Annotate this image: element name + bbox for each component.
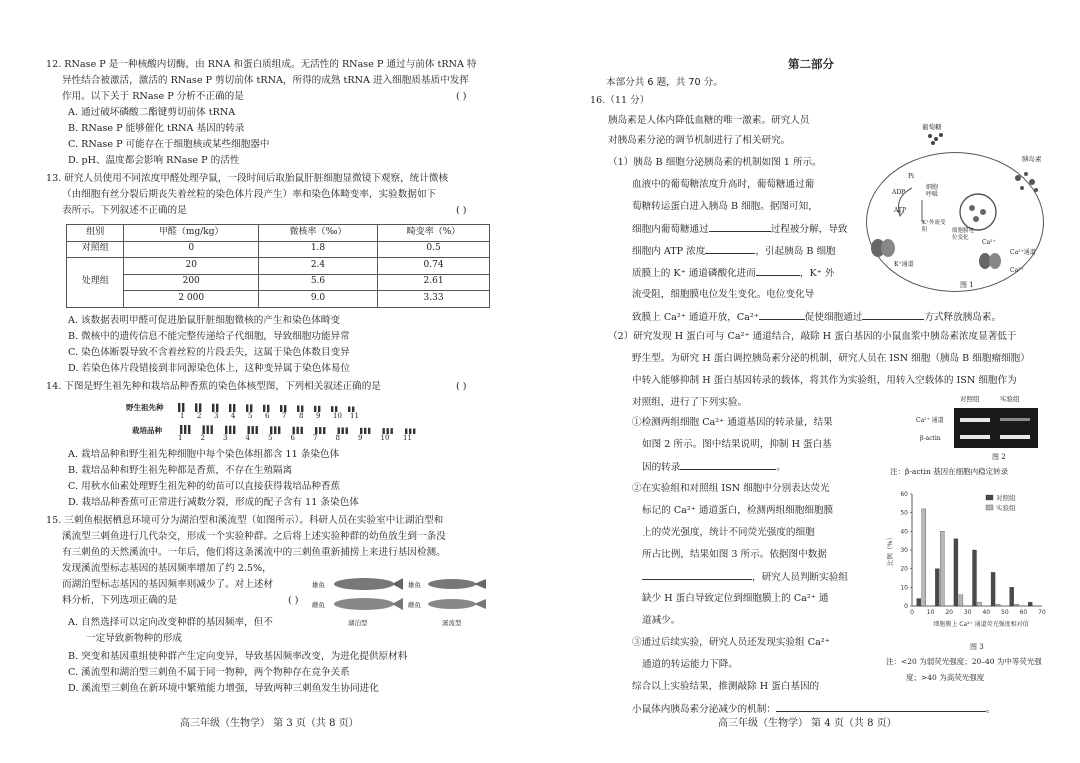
table-header-row — [67, 225, 490, 242]
text-segment: 。 — [985, 704, 996, 715]
karyo-num: 11 — [403, 434, 412, 442]
x-tick-label: 40 — [982, 609, 991, 616]
q16-intro-1: 胰岛素是人体内降低血糖的唯一激素。研究人员 — [608, 115, 810, 126]
table-cell: 2.4 — [258, 258, 377, 275]
figure-2-note: 注：β-actin 基因在细胞内稳定转录 — [890, 467, 1009, 476]
bar-control — [954, 539, 958, 606]
karyo-num: 6 — [290, 434, 295, 442]
y-tick-label: 40 — [900, 528, 908, 536]
legend-label: 对照组 — [996, 494, 1016, 502]
right-page — [540, 0, 1080, 763]
q16-intro-2: 对胰岛素分泌的调节机制进行了相关研究。 — [608, 135, 791, 146]
table-header: 微核率（‰） — [258, 225, 377, 242]
table-cell: 20 — [124, 258, 258, 275]
text-segment: ，研究人员判断实验组 — [752, 572, 848, 583]
table-row — [67, 258, 490, 275]
step2-line-1: ②在实验组和对照组 ISN 细胞中分别表达荧光 — [632, 483, 830, 494]
step2-line-7: 道减少。 — [642, 615, 681, 626]
bar-control — [935, 569, 939, 606]
figure-2-caption: 图 2 — [992, 453, 1006, 461]
k-channel-label: K⁺通道 — [894, 261, 914, 268]
q12-option-a: A. 通过破坏磷酸二酯键剪切前体 tRNA — [68, 107, 236, 118]
karyo-num: 11 — [350, 412, 359, 420]
lake-female-fish — [330, 596, 404, 612]
q15-line-5: 而湖泊型标志基因的基因频率则减少了。对上述材 — [62, 579, 274, 590]
table-row — [67, 241, 490, 258]
legend-swatch — [986, 505, 993, 510]
table-cell-group: 处理组 — [67, 258, 124, 308]
q13-option-d: D. 若染色体片段错接到非同源染色体上，这种变异属于染色体易位 — [68, 363, 351, 374]
stream-type-label: 溪流型 — [442, 619, 462, 627]
text-segment: ，引起胰岛 B 细胞 — [755, 246, 836, 257]
x-tick-label: 50 — [1001, 609, 1009, 616]
q15-line-3: 有三刺鱼的天然溪流中。一年后，他们将这条溪流中的三刺鱼重新捕捞上来进行基因检测。 — [62, 547, 446, 558]
q16-p2-line-4: 对照组，进行了下列实验。 — [632, 397, 748, 408]
text-segment: 因的转录 — [642, 462, 681, 473]
q13-option-b: B. 微核中的遗传信息不能完整传递给子代细胞，导致细胞功能异常 — [68, 331, 350, 342]
table-row — [67, 274, 490, 291]
step1-line-1: ①检测两组细胞 Ca²⁺ 通道基因的转录量，结果 — [632, 417, 833, 428]
karyo-num: 7 — [313, 434, 318, 442]
table-header: 甲醛（mg/kg） — [124, 225, 258, 242]
table-cell-group: 对照组 — [67, 241, 124, 258]
q14-option-d: D. 栽培品种香蕉可正常进行减数分裂，形成的配子含有 11 条染色体 — [68, 497, 359, 508]
cultivated-label: 栽培品种 — [132, 426, 162, 435]
q16-p2-line-1: （2）研究发现 H 蛋白可与 Ca²⁺ 通道结合，敲除 H 蛋白基因的小鼠血浆中胰岛素浓度显著低于 — [608, 331, 1017, 342]
ca-channel-label: Ca²⁺通道 — [1010, 249, 1036, 256]
fish-label: 雄鱼 — [408, 581, 421, 589]
figure-3-note-2: 度；>40 为高荧光强度 — [906, 673, 985, 682]
q16-p2-line-2: 野生型。为研究 H 蛋白调控胰岛素分泌的机制，研究人员在 ISN 细胞（胰岛 B 细胞瘤细胞） — [632, 353, 1030, 364]
conclusion-line-1: 综合以上实验结果，推测敲除 H 蛋白基因的 — [632, 681, 820, 692]
q12-option-c: C. RNase P 可能存在于细胞核或某些细胞器中 — [68, 139, 270, 150]
table-cell: 2.61 — [378, 274, 490, 291]
stream-female-fish — [424, 596, 488, 612]
bar-experiment — [940, 531, 944, 606]
karyo-num: 5 — [268, 434, 273, 442]
q16-number: 16.（11 分） — [590, 95, 650, 106]
q16-p1-line-1: （1）胰岛 B 细胞分泌胰岛素的机制如图 1 所示。 — [608, 157, 822, 168]
answer-blank[interactable] — [862, 310, 924, 320]
q13-option-c: C. 染色体断裂导致不含着丝粒的片段丢失，这属于染色体数目变异 — [68, 347, 350, 358]
gel-band — [960, 435, 990, 439]
wild-karyotype-numbers — [180, 411, 367, 422]
table-cell: 5.6 — [258, 274, 377, 291]
karyo-num: 6 — [265, 412, 270, 420]
q16-p1-line-2: 血液中的葡萄糖浓度升高时，葡萄糖通过葡 — [632, 179, 815, 190]
karyo-num: 9 — [316, 412, 321, 420]
table-row — [67, 291, 490, 308]
gel-band — [1000, 418, 1030, 421]
text-segment: 细胞内葡萄糖通过 — [632, 224, 709, 235]
ca-outside-label: Ca²⁺ — [1010, 267, 1024, 274]
bar-control — [1028, 602, 1032, 606]
wild-type-label: 野生祖先种 — [126, 403, 164, 412]
x-tick-label: 0 — [910, 609, 914, 616]
q13-line-3: 表所示。下列叙述不正确的是 — [62, 205, 187, 216]
lake-type-label: 湖泊型 — [348, 619, 368, 627]
q12-option-d: D. pH、温度都会影响 RNase P 的活性 — [68, 155, 240, 166]
answer-blank[interactable] — [709, 222, 771, 232]
q15-line-6: 料分析，下列选项正确的是 — [62, 595, 178, 606]
karyo-num: 1 — [180, 412, 185, 420]
karyo-num: 8 — [335, 434, 340, 442]
q16-p2-line-3: 中转入能够抑制 H 蛋白基因转录的载体，将其作为实验组，用转入空载体的 ISN 细胞作为 — [632, 375, 1017, 386]
q15-option-b: B. 突变和基因重组使种群产生定向变异，导致基因频率改变，为进化提供原材料 — [68, 651, 408, 662]
q15-option-a: A. 自然选择可以定向改变种群的基因频率，但不 — [68, 617, 273, 628]
gel-band — [1000, 435, 1030, 439]
gel-band — [960, 418, 990, 422]
karyo-num: 3 — [214, 412, 219, 420]
x-tick-label: 70 — [1038, 609, 1046, 616]
karyo-num: 3 — [223, 434, 228, 442]
karyo-num: 10 — [333, 412, 342, 420]
q16-p1-line-3: 萄糖转运蛋白进入胰岛 B 细胞。据图可知， — [632, 201, 818, 212]
y-tick-label: 60 — [900, 491, 908, 498]
step3-line-1: ③通过后续实验，研究人员还发现实验组 Ca²⁺ — [632, 637, 830, 648]
y-tick-label: 30 — [900, 547, 908, 554]
table-cell: 3.33 — [378, 291, 490, 308]
text-segment: ，K⁺ 外 — [799, 268, 835, 279]
q14-option-c: C. 用秋水仙素处理野生祖先种的幼苗可以直接获得栽培品种香蕉 — [68, 481, 341, 492]
gel-image — [954, 408, 1038, 448]
q15-line-4: 发现溪流型标志基因的基因频率增加了约 2.5%， — [62, 563, 272, 574]
table-cell: 2 000 — [124, 291, 258, 308]
karyo-num: 2 — [197, 412, 202, 420]
q12-answer-paren: ( ) — [456, 91, 467, 102]
table-header: 组别 — [67, 225, 124, 242]
q15-option-c: C. 溪流型和湖泊型三刺鱼不属于同一物种，两个物种存在竞争关系 — [68, 667, 350, 678]
q13-line-2: （由细胞有丝分裂后期丧失着丝粒的染色体片段产生）率和染色体畸变率，实验数据如下 — [62, 189, 437, 200]
gel-col-label: 对照组 — [960, 395, 980, 403]
ca-channel-icon — [976, 250, 1004, 272]
left-page-footer: 高三年级（生物学） 第 3 页（共 8 页） — [180, 718, 359, 729]
right-page-footer: 高三年级（生物学） 第 4 页（共 8 页） — [718, 718, 897, 729]
x-tick-label: 30 — [963, 609, 972, 616]
legend-swatch — [986, 495, 993, 500]
ca-label: Ca²⁺ — [982, 239, 996, 246]
text-segment: 质膜上的 K⁺ 通道磷酸化进而 — [632, 268, 756, 279]
karyo-num: 7 — [282, 412, 287, 420]
section-title: 第二部分 — [788, 57, 834, 71]
figure-1-cell-diagram — [860, 120, 1056, 300]
x-tick-label: 60 — [1019, 609, 1028, 616]
y-axis-label: 比例（%） — [886, 533, 894, 567]
q15-line-2: 溪流型三刺鱼进行几代杂交，形成一个实验种群。之后将上述实验种群的幼鱼放生到一条没 — [62, 531, 446, 542]
answer-blank[interactable] — [642, 570, 752, 580]
q13-answer-paren: ( ) — [456, 205, 467, 216]
k-efflux-label: K⁺外流受阻 — [922, 220, 946, 233]
answer-blank[interactable] — [705, 244, 755, 254]
text-segment: 过程被分解，导致 — [770, 224, 848, 235]
glucose-molecules — [926, 132, 946, 146]
table-header: 畸变率（%） — [378, 225, 490, 242]
text-segment: 促使细胞通过 — [804, 312, 863, 323]
lake-male-fish — [330, 576, 404, 592]
bar-experiment — [959, 595, 963, 606]
atp-label: ATP — [894, 207, 907, 214]
pi-label: Pi — [908, 173, 914, 180]
figure-3-caption: 图 3 — [970, 643, 984, 651]
answer-blank[interactable] — [756, 266, 800, 276]
bar-control — [991, 572, 995, 606]
q14-line-1: 14. 下图是野生祖先种和栽培品种香蕉的染色体核型图，下列相关叙述正确的是 — [46, 381, 381, 392]
gel-row-label: β-actin — [920, 435, 941, 442]
bar-control — [917, 599, 921, 606]
bar-experiment — [922, 509, 926, 606]
fish-label: 雄鱼 — [312, 581, 325, 589]
y-tick-label: 0 — [904, 603, 908, 610]
karyo-num: 2 — [200, 434, 205, 442]
step3-line-2: 通道的转运能力下降。 — [642, 659, 738, 670]
y-tick-label: 10 — [900, 584, 908, 592]
text-segment: 致膜上 Ca²⁺ 通道开放，Ca²⁺ — [632, 312, 759, 323]
x-axis-label: 细胞膜上 Ca²⁺ 通道荧光强度相对值 — [933, 621, 1029, 628]
q16-p1-line-4 — [632, 222, 848, 238]
figure-3-note-1: 注：<20 为弱荧光强度；20–40 为中等荧光强 — [886, 657, 1042, 666]
q12-line-1: 12. RNase P 是一种核酸内切酶，由 RNA 和蛋白质组成。无活性的 RNase P 通过与前体 tRNA 特 — [46, 59, 477, 70]
potential-label: 细胞膜电位变化 — [952, 228, 975, 241]
step2-line-6: 缺少 H 蛋白导致定位到细胞膜上的 Ca²⁺ 通 — [642, 593, 829, 604]
q14-option-b: B. 栽培品种和野生祖先种都是香蕉，不存在生殖隔离 — [68, 465, 293, 476]
insulin-granules — [1010, 170, 1042, 196]
bar-experiment — [1015, 604, 1019, 606]
x-tick-label: 10 — [926, 609, 935, 616]
fish-figure — [312, 576, 502, 632]
q13-option-a: A. 该数据表明甲醛可促进胎鼠肝脏细胞微核的产生和染色体畸变 — [68, 315, 341, 326]
step2-line-5 — [642, 570, 848, 586]
q16-p1-line-8 — [632, 310, 1001, 326]
answer-blank[interactable] — [680, 460, 776, 470]
q12-line-3: 作用。以下关于 RNase P 分析不正确的是 — [62, 91, 244, 102]
y-tick-label: 50 — [900, 509, 908, 517]
table-cell: 0.74 — [378, 258, 490, 275]
figure-3-bar-chart — [882, 484, 1052, 644]
q15-option-d: D. 溪流型三刺鱼在新环境中繁殖能力增强，导致两种三刺鱼发生协同进化 — [68, 683, 379, 694]
text-segment: 细胞内 ATP 浓度 — [632, 246, 706, 257]
fish-label: 雌鱼 — [408, 601, 421, 609]
step2-line-4: 所占比例，结果如图 3 所示。依据图中数据 — [642, 549, 827, 560]
q14-option-a: A. 栽培品种和野生祖先种细胞中每个染色体组都含 11 条染色体 — [68, 449, 340, 460]
stream-male-fish — [424, 576, 488, 592]
text-segment: 。 — [776, 462, 786, 473]
table-cell: 1.8 — [258, 241, 377, 258]
step1-line-2: 如图 2 所示。图中结果说明，抑制 H 蛋白基 — [642, 439, 832, 450]
karyo-num: 8 — [299, 412, 304, 420]
gel-col-label: 实验组 — [1000, 395, 1020, 403]
q12-line-2: 异性结合被激活，激活的 RNase P 剪切前体 tRNA，所得的成熟 tRNA 进入细胞质基质中发挥 — [62, 75, 469, 86]
step2-line-3: 上的荧光强度，统计不同荧光强度的细胞 — [642, 527, 815, 538]
step1-line-3 — [642, 460, 786, 476]
bar-control — [1010, 587, 1014, 606]
q12-option-b: B. RNase P 能够催化 tRNA 基因的转录 — [68, 123, 245, 134]
q13-data-table — [66, 224, 490, 308]
q16-p1-line-7: 流受阻，细胞膜电位发生变化。电位变化导 — [632, 289, 815, 300]
karyo-num: 5 — [248, 412, 253, 420]
bar-control — [973, 550, 977, 606]
karyo-num: 9 — [358, 434, 363, 442]
figure-1-caption: 图 1 — [960, 281, 974, 289]
glucose-label: 葡萄糖 — [922, 123, 942, 131]
q16-p1-line-6 — [632, 266, 834, 282]
bar-experiment — [996, 604, 1000, 606]
text-segment: 小鼠体内胰岛素分泌减少的机制： — [632, 704, 776, 715]
karyo-num: 4 — [231, 412, 236, 420]
table-cell: 0 — [124, 241, 258, 258]
k-channel-icon — [868, 236, 898, 260]
fish-label: 雌鱼 — [312, 601, 325, 609]
table-cell: 200 — [124, 274, 258, 291]
cultivated-karyotype-numbers — [178, 433, 426, 444]
q16-p1-line-5 — [632, 244, 836, 260]
insulin-label: 胰岛素 — [1022, 155, 1042, 163]
table-cell: 9.0 — [258, 291, 377, 308]
q15-answer-paren: ( ) — [288, 595, 299, 606]
step2-line-2: 标记的 Ca²⁺ 通道蛋白，检测两组细胞细胞膜 — [642, 505, 834, 516]
karyo-num: 10 — [380, 434, 390, 442]
bar-experiment — [978, 602, 982, 606]
q15-option-a-cont: 一定导致新物种的形成 — [86, 633, 182, 644]
answer-blank[interactable] — [759, 310, 805, 320]
section-note: 本部分共 6 题，共 70 分。 — [606, 77, 723, 88]
text-segment: 方式释放胰岛素。 — [924, 312, 1002, 323]
q13-line-1: 13. 研究人员使用不同浓度甲醛处理孕鼠，一段时间后取胎鼠肝脏细胞显微镜下观察，统计微核 — [46, 173, 449, 184]
karyo-num: 4 — [245, 434, 250, 442]
legend-label: 实验组 — [996, 504, 1016, 512]
adp-label: ADP — [892, 189, 906, 196]
x-tick-label: 20 — [945, 609, 953, 616]
y-tick-label: 20 — [900, 565, 908, 573]
gel-row-label: Ca²⁺ 通道 — [916, 417, 944, 424]
q15-line-1: 15. 三刺鱼根据栖息环境可分为湖泊型和溪流型（如图所示）。科研人员在实验室中让湖泊型和 — [46, 515, 444, 526]
karyo-num: 1 — [178, 434, 183, 442]
table-cell: 0.5 — [378, 241, 490, 258]
respiration-label: 细胞呼吸 — [926, 184, 939, 199]
figure-2-gel — [914, 394, 1044, 472]
q14-answer-paren: ( ) — [456, 381, 467, 392]
answer-blank[interactable] — [776, 702, 986, 712]
